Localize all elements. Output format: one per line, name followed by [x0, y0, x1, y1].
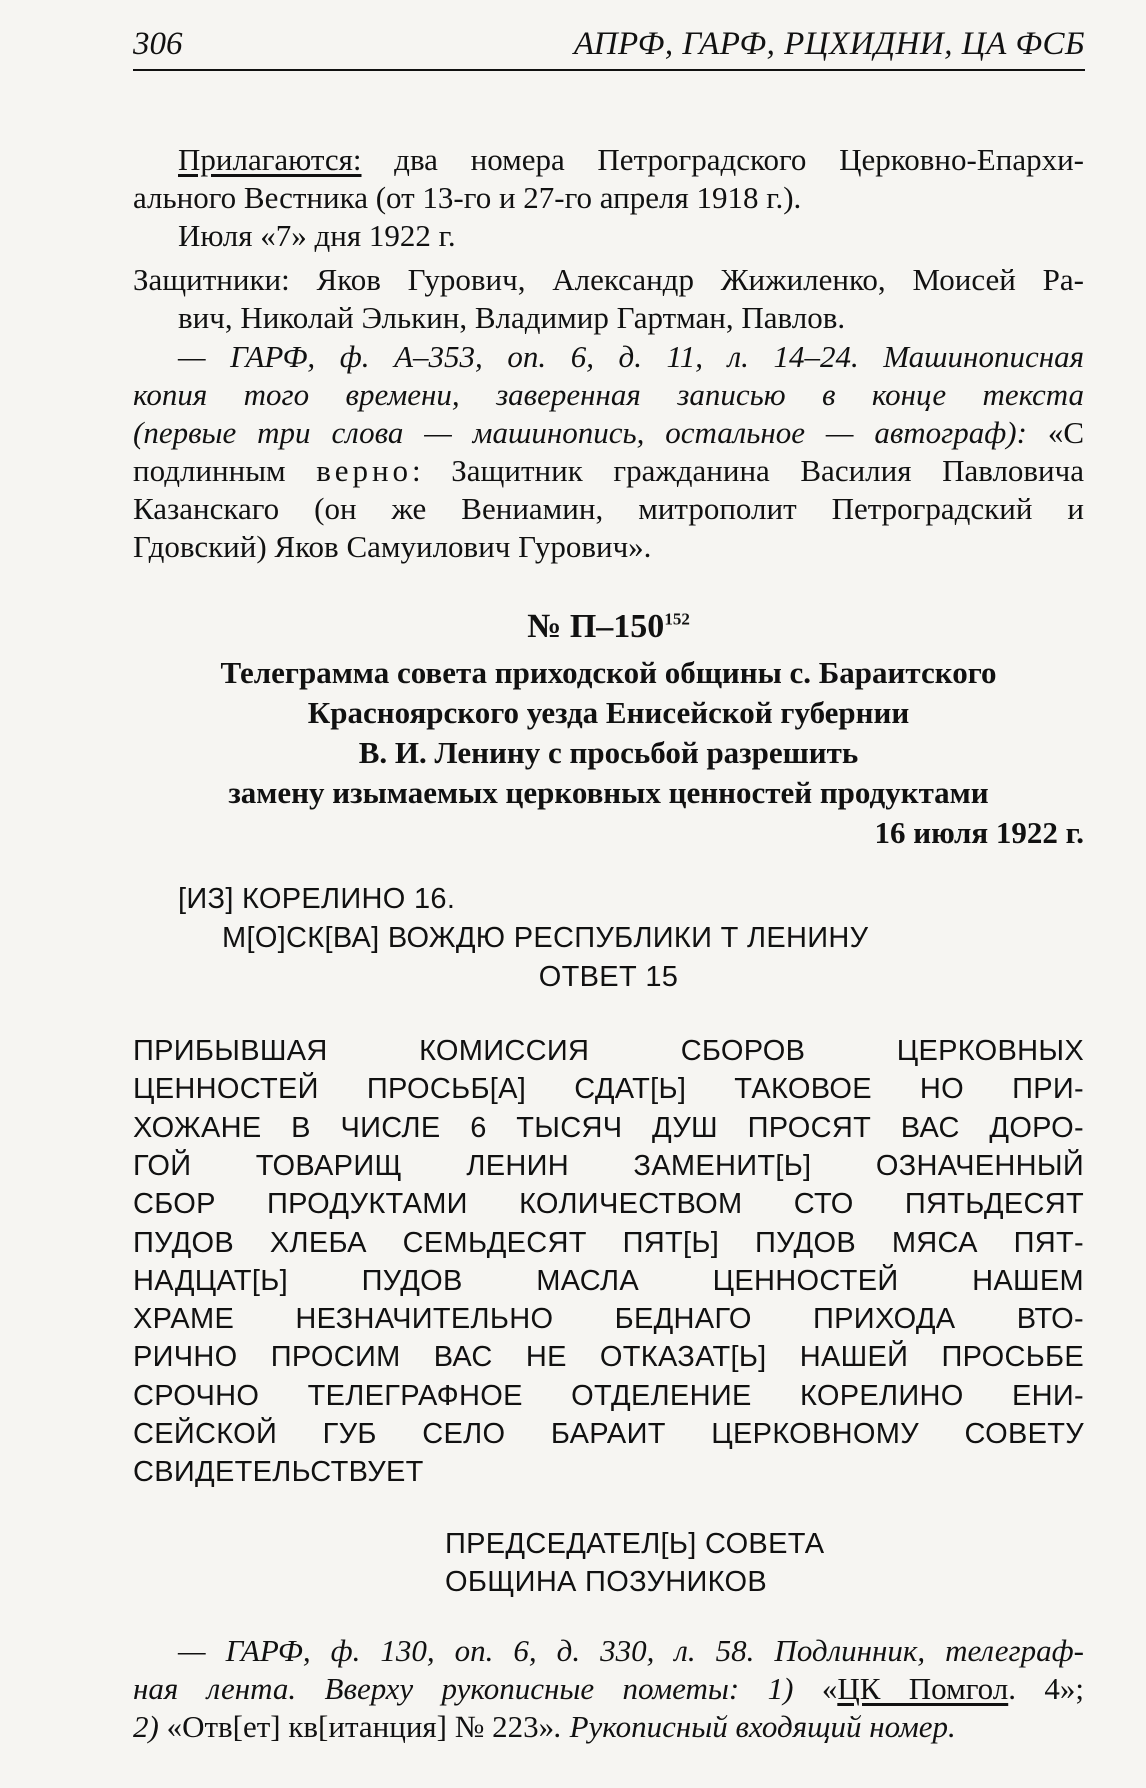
doc-title-line-3: В. И. Ленину с просьбой разрешить — [358, 735, 859, 770]
prev-source-line-6: Гдовский) Яков Самуилович Гурович». — [133, 529, 652, 564]
source-quote-open: «С — [1047, 415, 1084, 450]
header-rule — [133, 69, 1085, 71]
source-line-2-end: . 4»; — [1008, 1671, 1084, 1706]
source-line-3-end: . Рукописный входящий номер. — [554, 1709, 956, 1744]
source-line-2 — [133, 1670, 1084, 1708]
source-line-3-num: 2) — [133, 1709, 167, 1744]
source-note-italic: (первые три слова — машинопись, остальное — автограф): — [133, 415, 1048, 450]
attachments-line-2: ального Вестника (от 13-го и 27-го апреля 1918 г.). — [133, 180, 802, 215]
telegram-body-line: ЦЕННОСТЕЙ ПРОСЬБ[А] СДАТ[Ь] ТАКОВОЕ НО ПРИ- — [133, 1073, 1084, 1105]
footnote-ref[interactable]: 152 — [664, 609, 690, 629]
defenders-line-2: вич, Николай Элькин, Владимир Гартман, Павлов. — [178, 300, 846, 335]
prev-source-line-1: — ГАРФ, ф. А–353, оп. 6, д. 11, л. 14–24. Машинописная — [178, 339, 1084, 374]
telegram-body-line: НАДЦАТ[Ь] ПУДОВ МАСЛА ЦЕННОСТЕЙ НАШЕМ — [133, 1265, 1084, 1297]
spaced-word: верно — [316, 453, 413, 488]
telegram-body-line: ХРАМЕ НЕЗНАЧИТЕЛЬНО БЕДНАГО ПРИХОДА ВТО- — [133, 1303, 1084, 1335]
telegram-body-line: РИЧНО ПРОСИМ ВАС НЕ ОТКАЗАТ[Ь] НАШЕЙ ПРОСЬБЕ — [133, 1341, 1084, 1373]
doc-title-line-2: Красноярского уезда Енисейской губернии — [307, 695, 910, 730]
document-number-text: № П–150 — [527, 608, 665, 645]
quote-open: « — [821, 1671, 838, 1706]
telegram-reply: ОТВЕТ 15 — [538, 961, 679, 993]
defenders-line-1: Защитники: Яков Гурович, Александр Жижиленко, Моисей Ра- — [133, 262, 1084, 297]
letter-date: Июля «7» дня 1922 г. — [178, 218, 456, 253]
source-quote-text: подлинным — [133, 453, 317, 488]
telegram-body-line: СРОЧНО ТЕЛЕГРАФНОЕ ОТДЕЛЕНИЕ КОРЕЛИНО ЕНИ- — [133, 1380, 1084, 1412]
doc-title-line-4: замену изымаемых церковных ценностей продуктами — [228, 775, 989, 810]
source-line-2-italic: ная лента. Вверху рукописные пометы: 1) — [133, 1671, 822, 1706]
source-line-3 — [133, 1708, 956, 1746]
running-title: АПРФ, ГАРФ, РЦХИДНИ, ЦА ФСБ — [573, 26, 1085, 62]
telegram-body-line: ХОЖАНЕ В ЧИСЛЕ 6 ТЫСЯЧ ДУШ ПРОСЯТ ВАС ДОРО- — [133, 1112, 1084, 1144]
telegram-body-line: ПРИБЫВШАЯ КОМИССИЯ СБОРОВ ЦЕРКОВНЫХ — [133, 1035, 1084, 1067]
telegram-body-line: ПУДОВ ХЛЕБА СЕМЬДЕСЯТ ПЯТ[Ь] ПУДОВ МЯСА ПЯТ- — [133, 1227, 1084, 1259]
prev-source-line-4 — [133, 452, 1084, 490]
telegram-body-line: СВИДЕТЕЛЬСТВУЕТ — [133, 1456, 424, 1488]
signature-name: ОБЩИНА ПОЗУНИКОВ — [445, 1566, 768, 1598]
source-quote-text-2: : Защитник гражданина Василия Павловича — [412, 453, 1084, 488]
handwritten-note-2: «Отв[ет] кв[итанция] № 223» — [166, 1709, 555, 1744]
telegram-to: М[О]СК[ВА] ВОЖДЮ РЕСПУБЛИКИ Т ЛЕНИНУ — [222, 922, 869, 954]
telegram-body-line: СЕЙСКОЙ ГУБ СЕЛО БАРАИТ ЦЕРКОВНОМУ СОВЕТУ — [133, 1418, 1084, 1450]
source-line-1: — ГАРФ, ф. 130, оп. 6, д. 330, л. 58. Подлинник, телеграф- — [178, 1633, 1084, 1668]
telegram-body-line: СБОР ПРОДУКТАМИ КОЛИЧЕСТВОМ СТО ПЯТЬДЕСЯТ — [133, 1188, 1084, 1220]
document-number — [133, 608, 1084, 646]
attachments-text: два номера Петроградского Церковно-Епархи- — [361, 142, 1084, 177]
attachments-label: Прилагаются: — [178, 142, 362, 177]
signature-title: ПРЕДСЕДАТЕЛ[Ь] СОВЕТА — [445, 1528, 825, 1560]
page-number: 306 — [133, 26, 183, 62]
doc-title-line-1: Телеграмма совета приходской общины с. Бараитского — [220, 655, 997, 690]
prev-source-line-5: Казанскаго (он же Вениамин, митрополит Петроградский и — [133, 491, 1084, 526]
telegram-body-line: ГОЙ ТОВАРИЩ ЛЕНИН ЗАМЕНИТ[Ь] ОЗНАЧЕННЫЙ — [133, 1150, 1084, 1182]
page-header — [133, 22, 1085, 70]
prev-source-line-3 — [133, 414, 1084, 452]
attachments-line-1 — [178, 141, 1084, 179]
prev-source-line-2: копия того времени, заверенная записью в конце текста — [133, 377, 1084, 412]
telegram-from: [ИЗ] КОРЕЛИНО 16. — [178, 883, 456, 915]
doc-date: 16 июля 1922 г. — [874, 815, 1084, 850]
handwritten-note-underlined: ЦК Помгол — [837, 1671, 1009, 1706]
